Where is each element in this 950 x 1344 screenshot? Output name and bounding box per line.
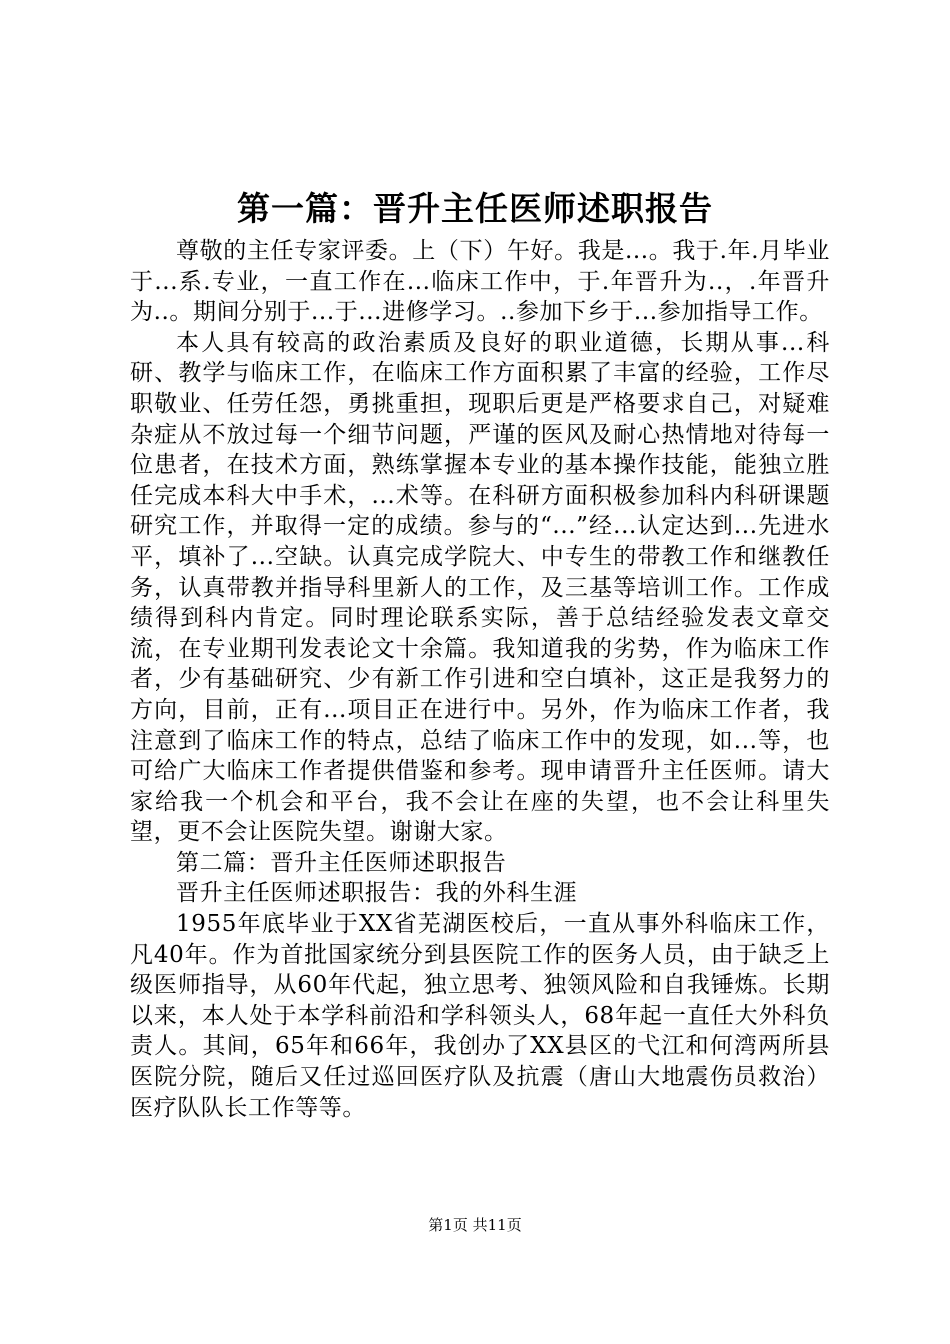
paragraph-section-heading: 第二篇：晋升主任医师述职报告 [176, 849, 507, 876]
paragraph-career: 1955年底毕业于XX省芜湖医校后，一直从事外科临床工作，凡40年。作为首批国家统分到县医院工作的医务人员，由于缺乏上级医师指导，从60年代起，独立思考、独领风险和自我锤炼。长期以来，本人处于本学科前沿和学科领头人，68年起一直任大外科负责人。其间，65年和66年，我创办了XX县区的弋江和何湾两所县医院分院，随后又任过巡回医疗队及抗震（唐山大地震伤员救治）医疗队队长工作等等。 [130, 911, 830, 1121]
paragraph-qualifications: 本人具有较高的政治素质及良好的职业道德，长期从事...科研、教学与临床工作，在临床工作方面积累了丰富的经验，工作尽职敬业、任劳任怨，勇挑重担，现职后更是严格要求自己，对疑难杂症从不放过每一个细节问题，严谨的医风及耐心热情地对待每一位患者，在技术方面，熟练掌握本专业的基本操作技能，能独立胜任完成本科大中手术，...术等。在科研方面积极参加科内科研课题研究工作，并取得一定的成绩。参与的“...”经...认定达到...先进水平，填补了...空缺。认真完成学院大、中专生的带教工作和继教任务，认真带教并指导科里新人的工作，及三基等培训工作。工作成绩得到科内肯定。同时理论联系实际，善于总结经验发表文章交流，在专业期刊发表论文十余篇。我知道我的劣势，作为临床工作者，少有基础研究、少有新工作引进和空白填补，这正是我努力的方向，目前，正有...项目正在进行中。另外，作为临床工作者，我注意到了临床工作的特点，总结了临床工作中的发现，如...等，也可给广大临床工作者提供借鉴和参考。现申请晋升主任医师。请大家给我一个机会和平台，我不会让在座的失望，也不会让科里失望，更不会让医院失望。谢谢大家。 [130, 329, 830, 846]
page-footer: 第1页 共11页 [428, 1216, 522, 1234]
paragraph-intro: 尊敬的主任专家评委。上（下）午好。我是...。我于.年.月毕业于...系.专业，一直工作在...临床工作中，于.年晋升为..，.年晋升为..。期间分别于...于...进修学习。..参加下乡于...参加指导工作。 [130, 238, 830, 326]
document-title: 第一篇：晋升主任医师述职报告 [237, 189, 713, 228]
document-body [130, 236, 830, 1123]
paragraph-subtitle: 晋升主任医师述职报告：我的外科生涯 [176, 880, 578, 907]
